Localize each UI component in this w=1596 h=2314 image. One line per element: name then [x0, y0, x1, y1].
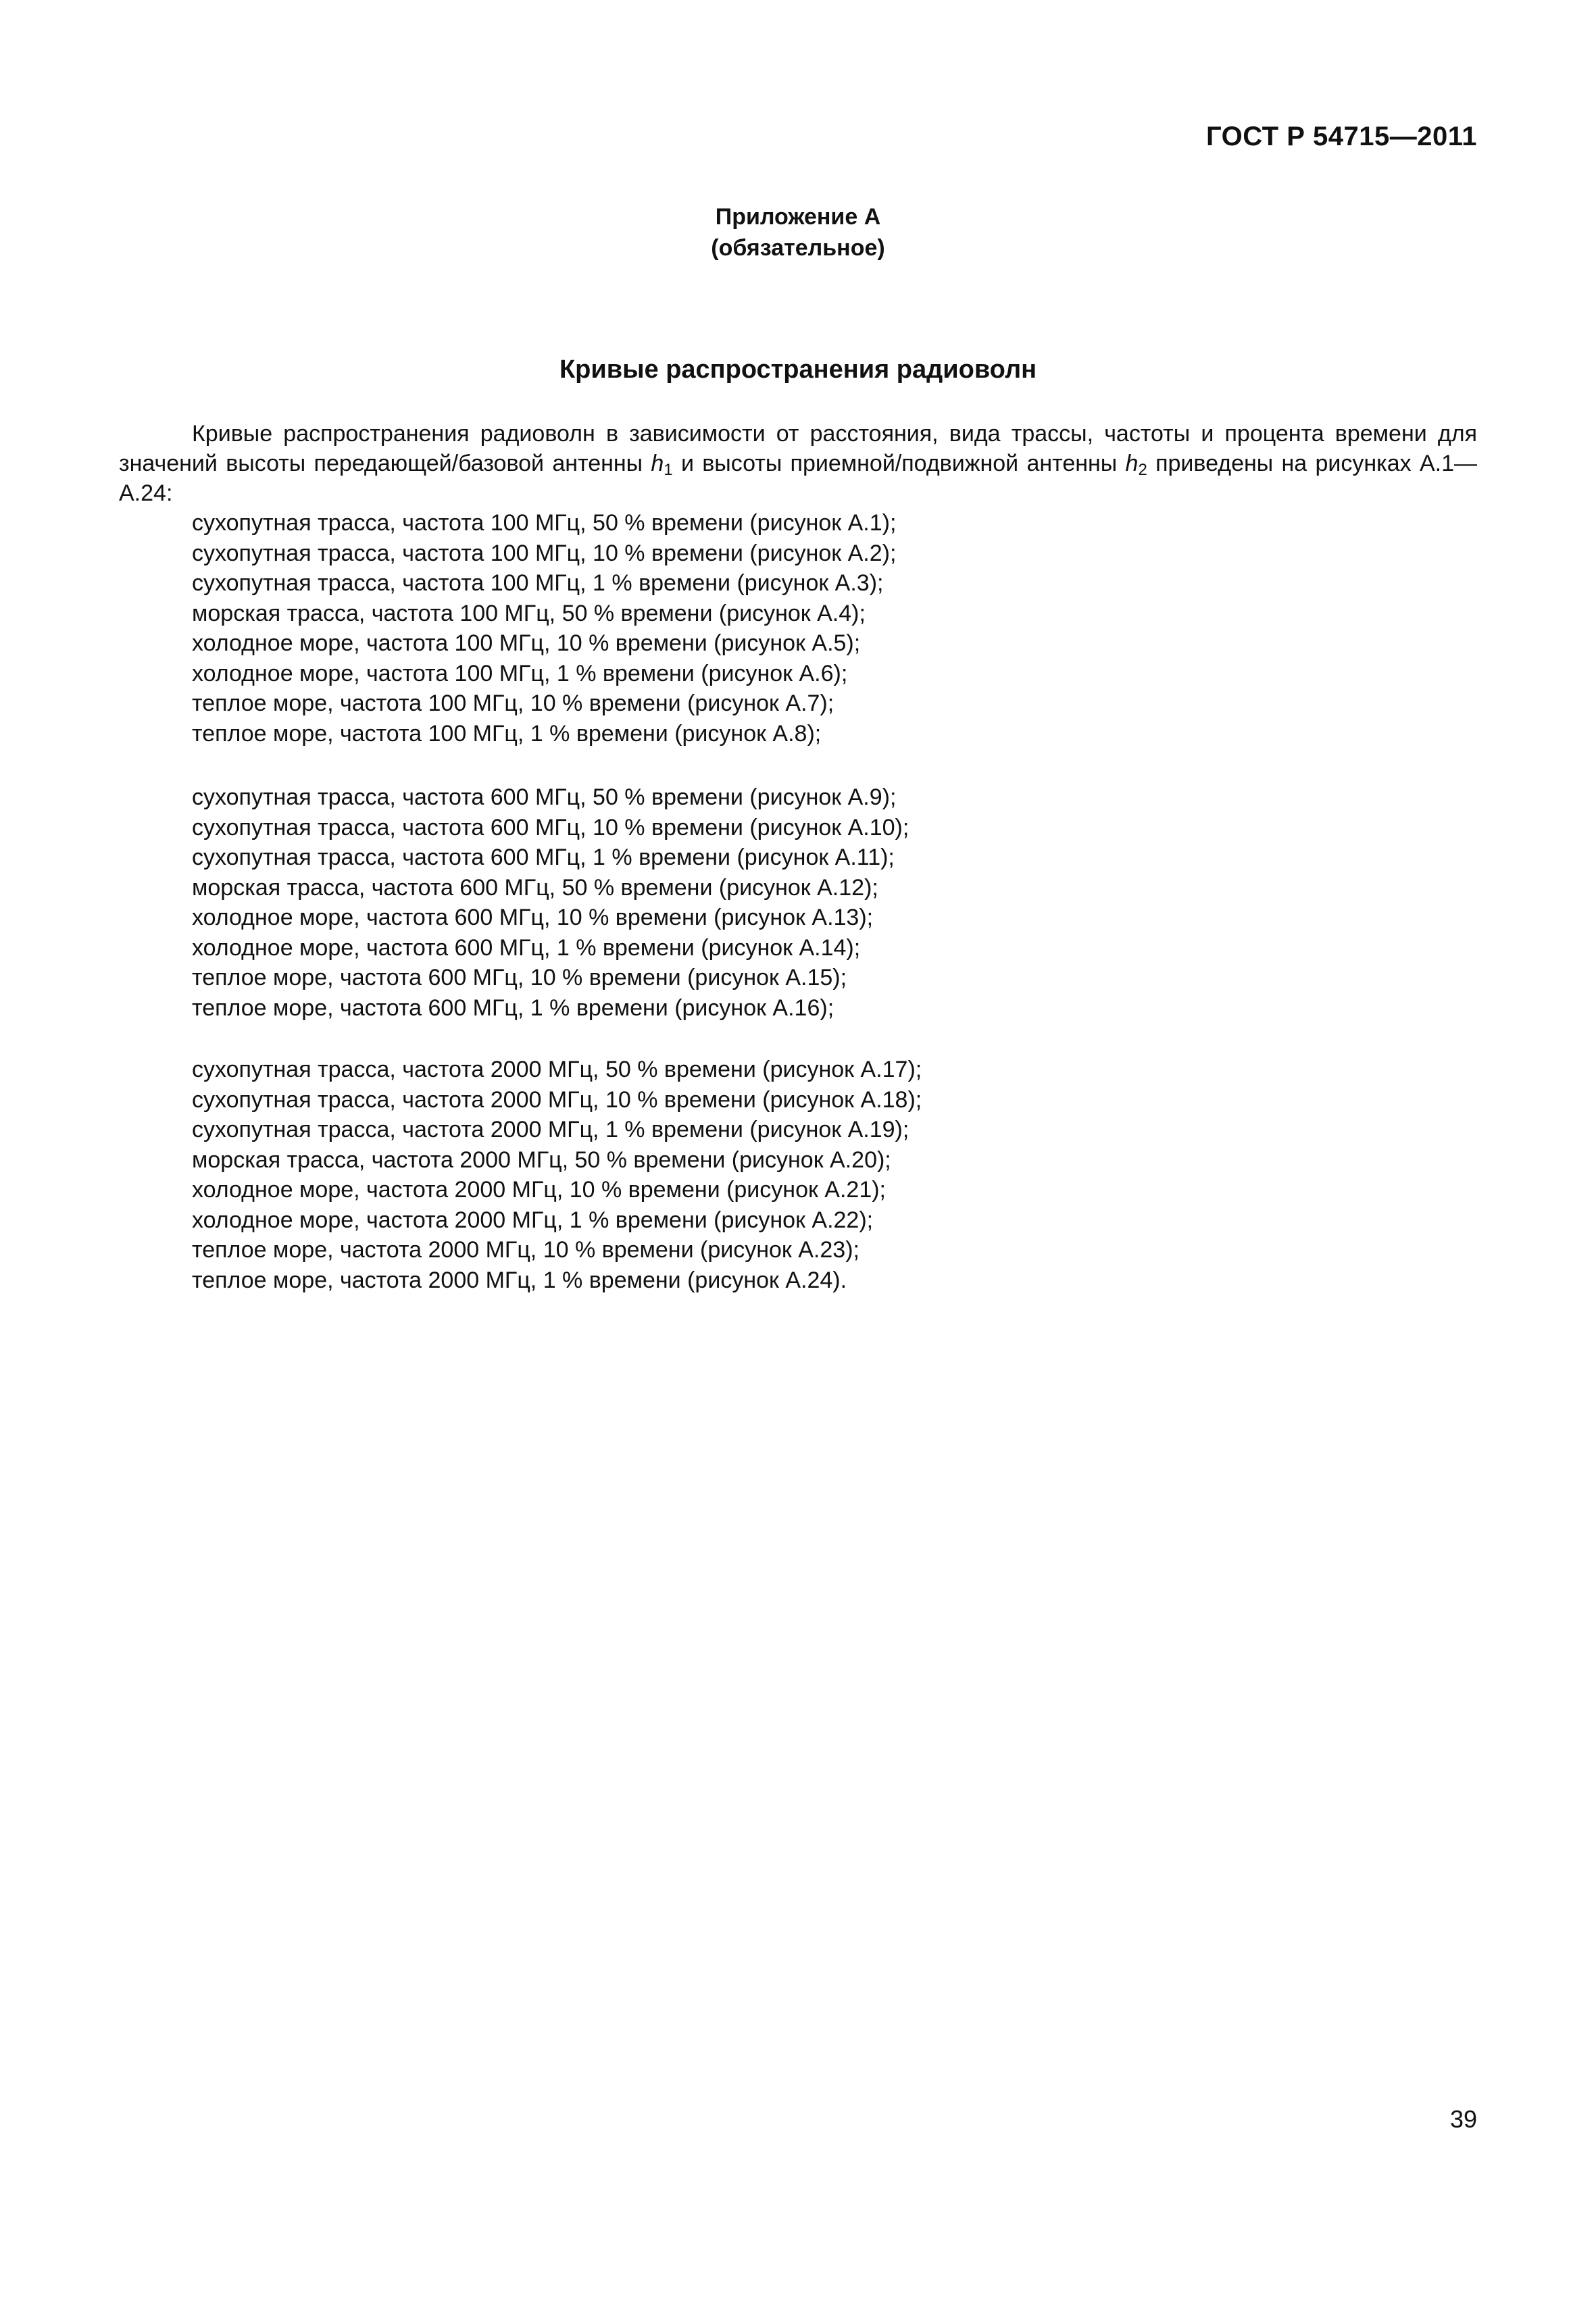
list-item: морская трасса, частота 2000 МГц, 50 % времени (рисунок А.20);: [192, 1147, 891, 1173]
list-item: сухопутная трасса, частота 2000 МГц, 10 % времени (рисунок А.18);: [192, 1086, 922, 1113]
list-item: морская трасса, частота 100 МГц, 50 % времени (рисунок А.4);: [192, 600, 866, 626]
list-item: сухопутная трасса, частота 600 МГц, 50 % времени (рисунок А.9);: [192, 784, 897, 810]
list-item: теплое море, частота 100 МГц, 10 % времени (рисунок А.7);: [192, 690, 834, 716]
list-item: холодное море, частота 600 МГц, 1 % времени (рисунок А.14);: [192, 934, 861, 961]
figure-list-100mhz: [192, 508, 896, 749]
list-item: теплое море, частота 600 МГц, 10 % времени (рисунок А.15);: [192, 965, 847, 990]
list-item: теплое море, частота 2000 МГц, 1 % времени (рисунок А.24).: [192, 1267, 847, 1293]
list-item: холодное море, частота 100 МГц, 1 % времени (рисунок А.6);: [192, 660, 848, 686]
list-item: сухопутная трасса, частота 600 МГц, 10 % времени (рисунок А.10);: [192, 814, 909, 840]
figure-list-600mhz: [192, 782, 909, 1023]
list-item: морская трасса, частота 600 МГц, 50 % времени (рисунок А.12);: [192, 874, 878, 901]
list-item: холодное море, частота 100 МГц, 10 % времени (рисунок А.5);: [192, 630, 861, 656]
antenna-h2-symbol: h: [1125, 451, 1139, 476]
list-item: холодное море, частота 2000 МГц, 10 % времени (рисунок А.21);: [192, 1177, 887, 1203]
list-item: сухопутная трасса, частота 2000 МГц, 50 % времени (рисунок А.17);: [192, 1057, 922, 1082]
intro-text-1: Кривые распространения радиоволн в зависимости от расстояния, вида трассы, частоты и процента времени для значений высоты передающей/базовой антенны: [119, 421, 1477, 476]
antenna-h1-subscript: 1: [664, 461, 673, 479]
intro-text-2: и высоты приемной/подвижной антенны: [672, 451, 1126, 476]
list-item: теплое море, частота 600 МГц, 1 % времени (рисунок А.16);: [192, 995, 834, 1021]
intro-paragraph: [119, 419, 1477, 508]
list-item: холодное море, частота 600 МГц, 10 % времени (рисунок А.13);: [192, 905, 874, 930]
document-number: ГОСТ Р 54715—2011: [1206, 122, 1477, 151]
list-item: сухопутная трасса, частота 2000 МГц, 1 % времени (рисунок А.19);: [192, 1117, 909, 1142]
figure-list-2000mhz: [192, 1055, 922, 1295]
appendix-status: (обязательное): [711, 235, 885, 261]
list-item: сухопутная трасса, частота 100 МГц, 10 % времени (рисунок А.2);: [192, 540, 897, 566]
list-item: сухопутная трасса, частота 100 МГц, 1 % времени (рисунок А.3);: [192, 570, 884, 596]
list-item: холодное море, частота 2000 МГц, 1 % времени (рисунок А.22);: [192, 1207, 874, 1233]
list-item: теплое море, частота 2000 МГц, 10 % времени (рисунок А.23);: [192, 1237, 859, 1263]
page-number: 39: [1449, 2105, 1477, 2133]
list-item: сухопутная трасса, частота 600 МГц, 1 % времени (рисунок А.11);: [192, 845, 895, 870]
section-title: Кривые распространения радиоволн: [559, 355, 1037, 384]
appendix-title: Приложение А: [715, 204, 881, 230]
list-item: сухопутная трасса, частота 100 МГц, 50 % времени (рисунок А.1);: [192, 510, 897, 536]
appendix-heading: [0, 201, 1596, 263]
antenna-h2-subscript: 2: [1138, 461, 1147, 479]
intro-text-3: приведены на рисунках А.1—А.24:: [119, 451, 1477, 506]
antenna-h1-symbol: h: [651, 451, 664, 476]
list-item: теплое море, частота 100 МГц, 1 % времени (рисунок А.8);: [192, 720, 822, 747]
